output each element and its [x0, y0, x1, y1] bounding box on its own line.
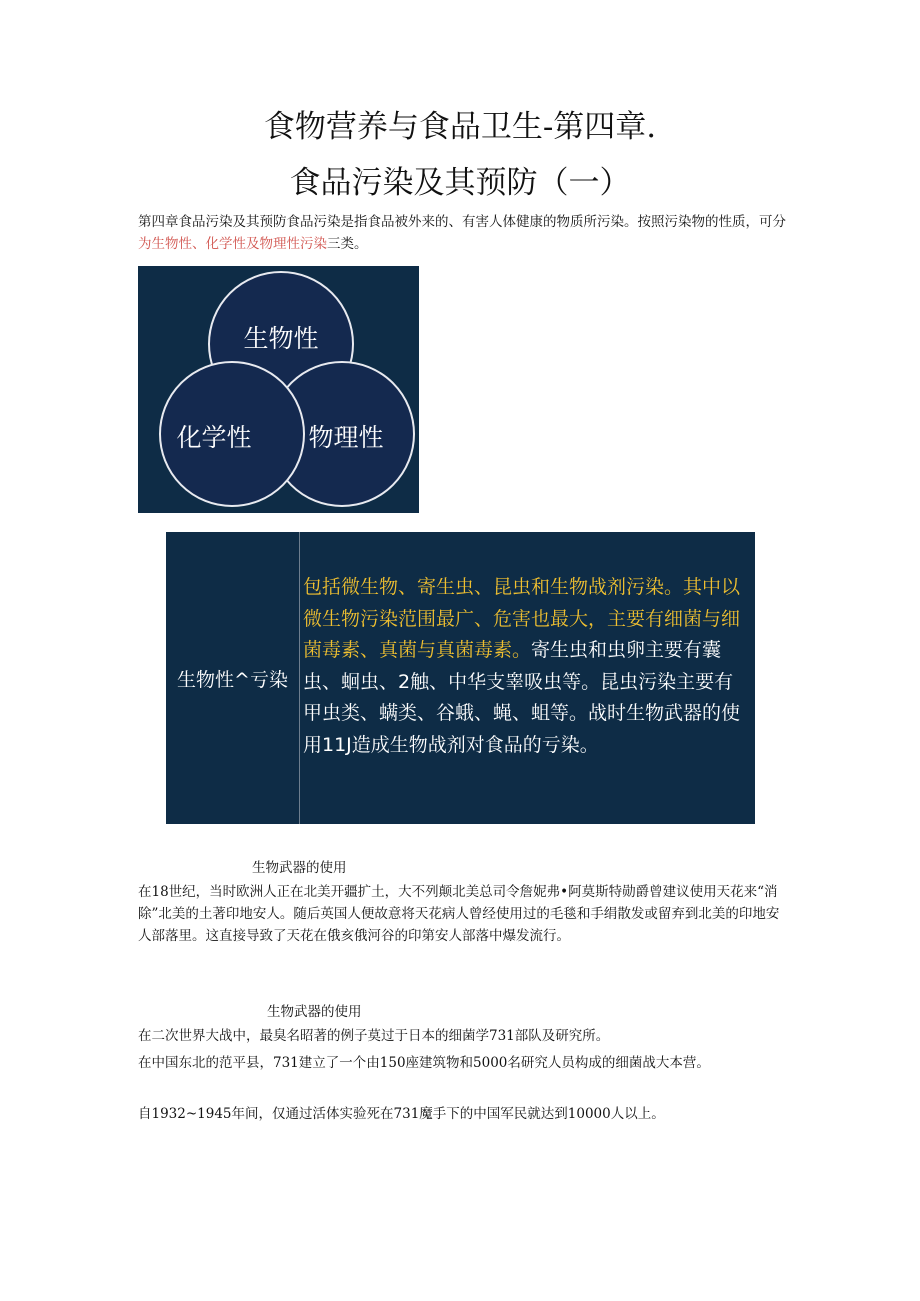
table-description-highlight: 包括微生物、寄生虫、昆虫和生物战剂污染。其中以微生物污染范围最广、危害也最大，主要有细菌与细菌毒素、真菌与真菌毒素。 — [303, 576, 741, 661]
biological-pollution-table — [166, 532, 755, 824]
venn-label-physical: 物理性 — [308, 423, 384, 452]
table-label: 生物性^亏染 — [177, 668, 288, 691]
document-title-line1: 食物营养与食品卫生-第四章. — [263, 109, 657, 145]
section2-paragraph-2: 在中国东北的范平县，731建立了一个由150座建筑物和5000名研究人员构成的细菌战大本营。 — [138, 1055, 710, 1071]
intro-text-end: 三类。 — [327, 236, 368, 252]
section1-heading: 生物武器的使用 — [252, 860, 347, 876]
intro-paragraph — [138, 211, 788, 255]
section2-heading: 生物武器的使用 — [267, 1004, 362, 1020]
table-description-text: 寄生虫和虫卵主要有囊虫、蛔虫、2触、中华支睾吸虫等。昆虫污染主要有甲虫类、螨类、谷蛾、蝇、蛆等。战时生物武器的使用11J造成生物战剂对食品的亏染。 — [303, 639, 741, 756]
section2-paragraph-3: 自1932~1945年间，仅通过活体实验死在731魔手下的中国军民就达到10000人以上。 — [138, 1106, 665, 1122]
table-description-cell — [300, 532, 755, 824]
intro-highlight: 为生物性、化学性及物理性污染 — [138, 236, 327, 252]
venn-label-chemical: 化学性 — [176, 423, 252, 452]
document-title-line2: 食品污染及其预防（一） — [289, 165, 631, 201]
pollution-types-venn-diagram — [138, 266, 419, 513]
table-label-cell — [166, 532, 300, 824]
section1-paragraph: 在18世纪，当时欧洲人正在北美开疆扩土，大不列颠北美总司令詹妮弗•阿莫斯特勋爵曾建议使用天花来“消除”北美的土著印地安人。随后英国人便故意将天花病人曾经使用过的毛毯和手绢散发或留弃到北美的印地安人部落里。这直接导致了天花在俄亥俄河谷的印第安人部落中爆发流行。 — [138, 884, 780, 944]
section2-paragraph-1: 在二次世界大战中，最臭名昭著的例子莫过于日本的细菌学731部队及研究所。 — [138, 1028, 610, 1044]
intro-text: 第四章食品污染及其预防食品污染是指食品被外来的、有害人体健康的物质所污染。按照污染物的性质，可分 — [138, 214, 786, 230]
venn-label-biological: 生物性 — [243, 324, 319, 353]
